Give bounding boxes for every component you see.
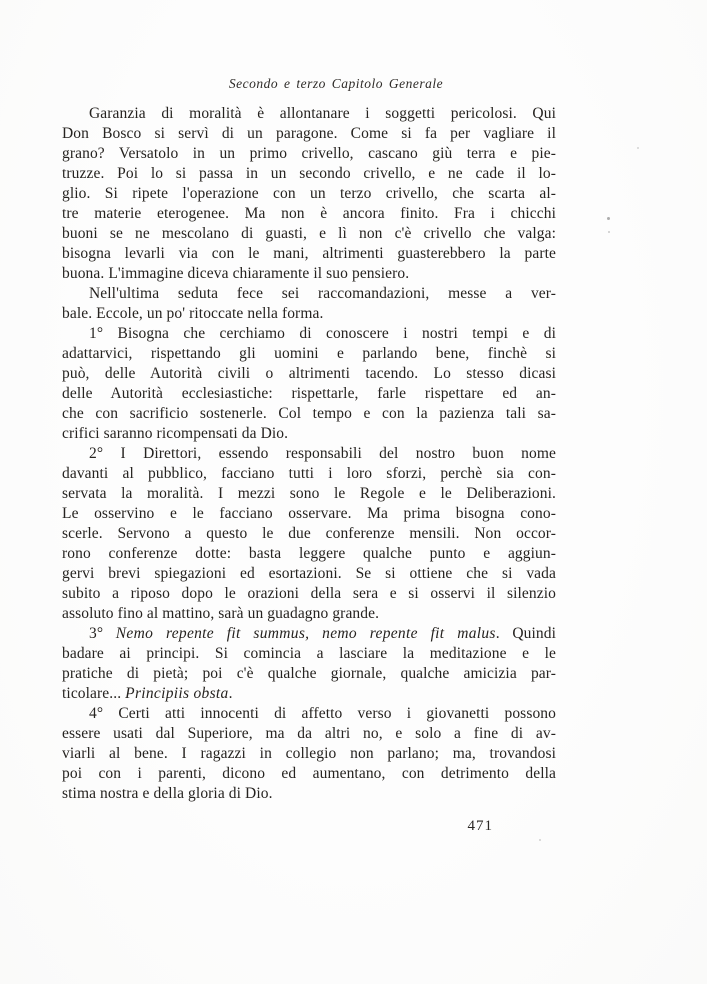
text-segment: crifici saranno ricompensati da Dio. <box>62 425 289 442</box>
text-segment: essere usati dal Superiore, ma da altri no, e solo a fine di av- <box>62 725 556 742</box>
text-line <box>62 724 556 744</box>
text-segment: 3° <box>89 625 116 642</box>
text-line <box>62 284 556 304</box>
text-segment: glio. Si ripete l'operazione con un terzo crivello, che scarta al- <box>62 185 556 202</box>
text-block <box>62 104 556 804</box>
text-segment: tre materie eterogenee. Ma non è ancora finito. Fra i chicchi <box>62 205 556 222</box>
text-line <box>62 184 556 204</box>
text-line <box>62 644 556 664</box>
text-line <box>62 744 556 764</box>
text-line <box>62 384 556 404</box>
text-segment: grano? Versatolo in un primo crivello, cascano giù terra e pie- <box>62 145 556 162</box>
page-number: 471 <box>467 818 493 834</box>
text-line <box>62 224 556 244</box>
text-line <box>62 404 556 424</box>
text-line <box>62 164 556 184</box>
text-segment: assoluto fino al mattino, sarà un guadagno grande. <box>62 605 380 622</box>
text-segment: rono conferenze dotte: basta leggere qualche punto e aggiun- <box>62 545 556 562</box>
text-segment: delle Autorità ecclesiastiche: rispettarle, farle rispettare ed an- <box>62 385 556 402</box>
text-segment: stima nostra e della gloria di Dio. <box>62 785 273 802</box>
text-line <box>62 104 556 124</box>
text-segment: poi con i parenti, dicono ed aumentano, con detrimento della <box>62 765 556 782</box>
text-segment: badare ai principi. Si comincia a lasciare la meditazione e le <box>62 645 556 662</box>
text-segment: 2° I Direttori, essendo responsabili del nostro buon nome <box>89 445 556 462</box>
paragraph <box>62 104 556 284</box>
text-segment: 1° Bisogna che cerchiamo di conoscere i nostri tempi e di <box>89 325 556 342</box>
paragraph <box>62 624 556 704</box>
paragraph <box>62 704 556 804</box>
text-line <box>62 624 556 644</box>
text-line <box>62 204 556 224</box>
text-line <box>62 584 556 604</box>
text-segment: davanti al pubblico, facciano tutti i loro sforzi, perchè sia con- <box>62 465 556 482</box>
paragraph <box>62 444 556 624</box>
running-header: Secondo e terzo Capitolo Generale <box>228 76 444 91</box>
text-segment: . <box>228 685 233 702</box>
text-segment: Nell'ultima seduta fece sei raccomandazioni, messe a ver- <box>89 285 556 302</box>
text-segment: ticolare... <box>62 685 126 702</box>
text-line <box>62 304 556 324</box>
scan-speck <box>607 217 610 220</box>
text-line <box>62 544 556 564</box>
text-line <box>62 564 556 584</box>
text-line <box>62 764 556 784</box>
text-segment: 4° Certi atti innocenti di affetto verso i giovanetti possono <box>89 705 556 722</box>
text-line <box>62 264 556 284</box>
text-segment: pratiche di pietà; poi c'è qualche giornale, qualche amicizia par- <box>62 665 556 682</box>
text-line <box>62 424 556 444</box>
text-line <box>62 364 556 384</box>
scan-speck <box>608 231 610 233</box>
text-line <box>62 604 556 624</box>
text-segment: Don Bosco si servì di un paragone. Come si fa per vagliare il <box>62 125 556 142</box>
text-line <box>62 144 556 164</box>
text-line <box>62 684 556 704</box>
italic-text-segment: Nemo repente fit summus, nemo repente fit malus <box>115 625 496 642</box>
text-segment: truzze. Poi lo si passa in un secondo crivello, e ne cade il lo- <box>62 165 556 182</box>
text-line <box>62 324 556 344</box>
text-line <box>62 704 556 724</box>
text-line <box>62 344 556 364</box>
text-segment: adattarvici, rispettando gli uomini e parlando bene, finchè si <box>62 345 556 362</box>
text-segment: bale. Eccole, un po' ritoccate nella forma. <box>62 305 324 322</box>
text-segment: servata la moralità. I mezzi sono le Regole e le Deliberazioni. <box>62 485 556 502</box>
text-line <box>62 484 556 504</box>
scan-speck <box>637 147 639 149</box>
text-line <box>62 504 556 524</box>
text-segment: Garanzia di moralità è allontanare i soggetti pericolosi. Qui <box>89 105 556 122</box>
text-segment: bisogna levarli via con le mani, altrimenti guasterebbero la parte <box>62 245 556 262</box>
text-segment: Le osservino e le facciano osservare. Ma prima bisogna cono- <box>62 505 556 522</box>
text-line <box>62 464 556 484</box>
text-segment: che con sacrificio sostenerle. Col tempo e con la pazienza tali sa- <box>62 405 556 422</box>
text-line <box>62 444 556 464</box>
text-segment: può, delle Autorità civili o altrimenti tacendo. Lo stesso dicasi <box>62 365 556 382</box>
scan-speck <box>539 839 541 841</box>
text-segment: viarli al bene. I ragazzi in collegio non parlano; ma, trovandosi <box>62 745 556 762</box>
paragraph <box>62 324 556 444</box>
text-line <box>62 124 556 144</box>
text-segment: scerle. Servono a questo le due conferenze mensili. Non occor- <box>62 525 556 542</box>
paragraph <box>62 284 556 324</box>
text-segment: buona. L'immagine diceva chiaramente il suo pensiero. <box>62 265 410 282</box>
text-segment: subito a riposo dopo le orazioni della sera e si osservi il silenzio <box>62 585 556 602</box>
text-segment: gervi brevi spiegazioni ed esortazioni. Se si ottiene che si vada <box>62 565 556 582</box>
text-line <box>62 664 556 684</box>
text-segment: buoni se ne mescolano di guasti, e lì non c'è crivello che valga: <box>62 225 556 242</box>
text-line <box>62 244 556 264</box>
text-segment: . Quindi <box>495 625 557 642</box>
text-line <box>62 784 556 804</box>
italic-text-segment: Principiis obsta <box>125 685 229 702</box>
text-line <box>62 524 556 544</box>
